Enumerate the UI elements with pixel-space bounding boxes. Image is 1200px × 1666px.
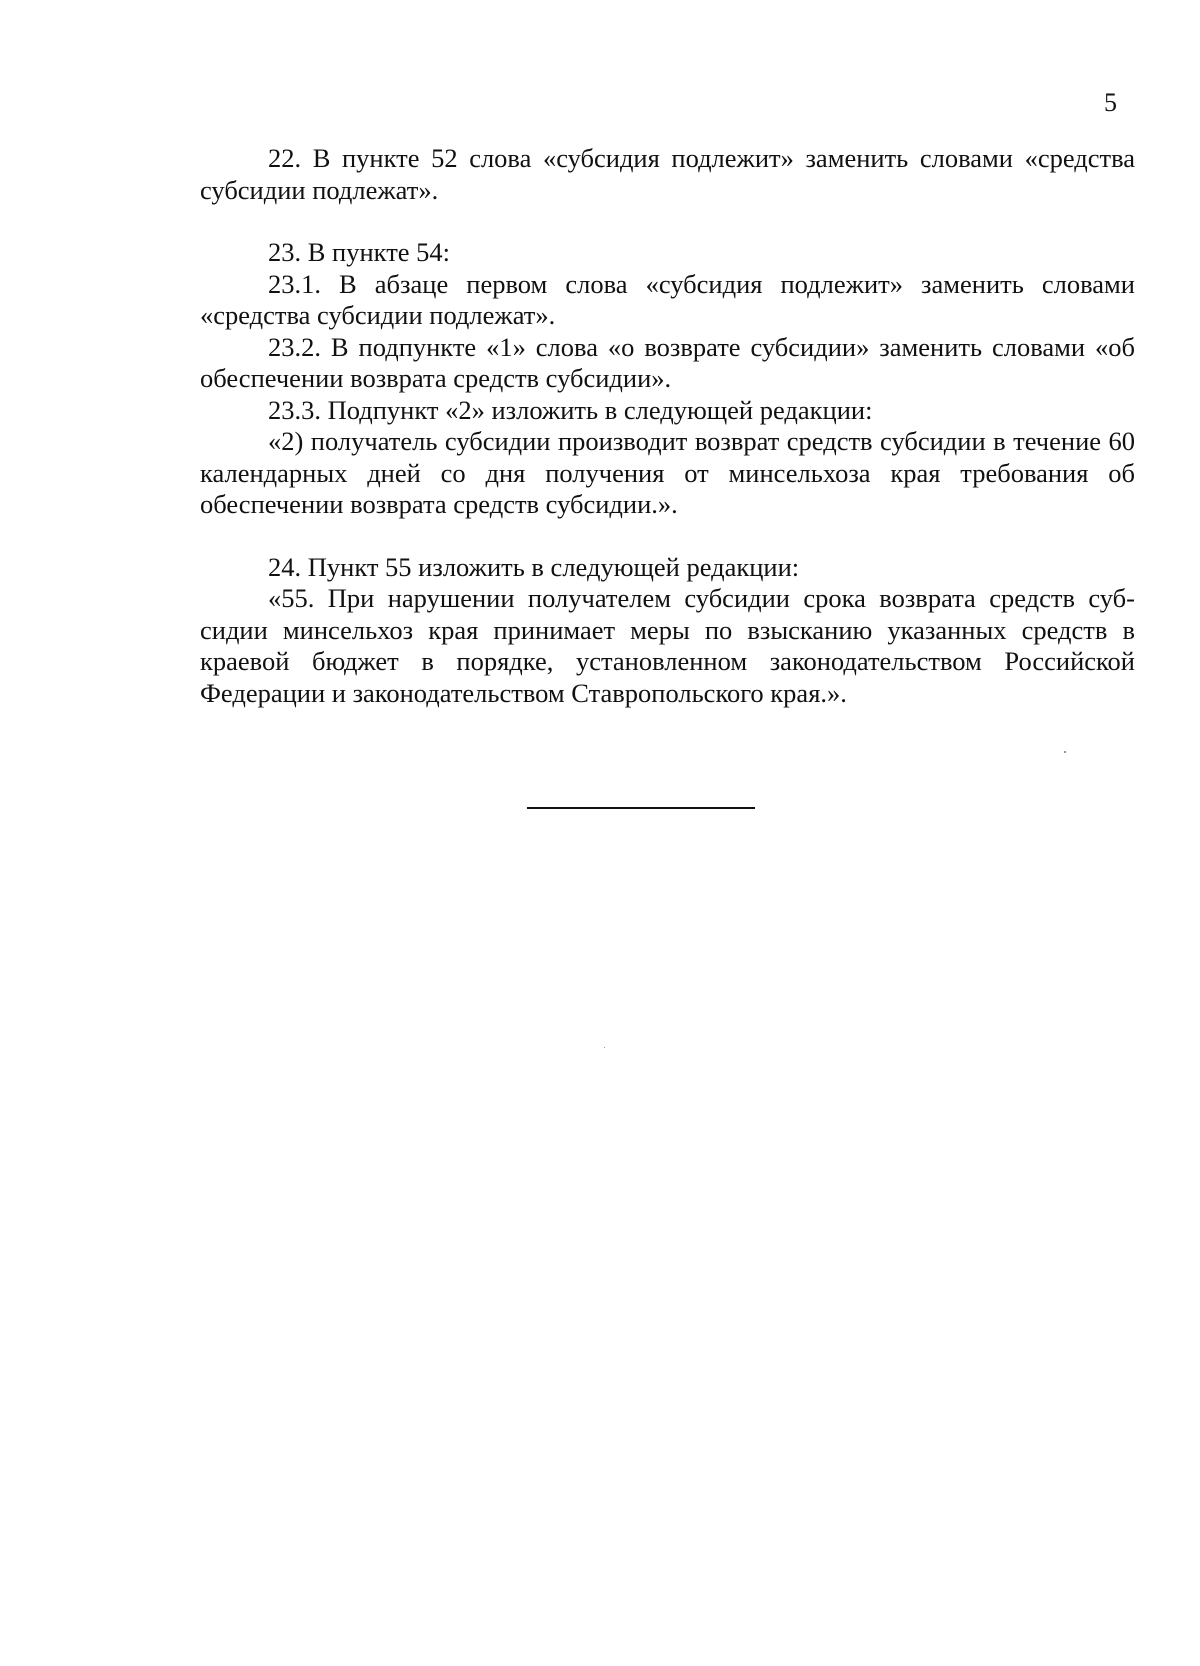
paragraph: 24. Пункт 55 изложить в следующей редакции: — [268, 551, 800, 582]
paragraph: «2) получатель субсидии производит возврат средств субсидии в течение 60 календарных дней со дня получения от минсельхоза края требования об обеспечении возврата средств субсидии.». — [200, 426, 1135, 519]
page-number: 5 — [1104, 88, 1117, 117]
scan-speck — [604, 1047, 605, 1048]
section-gap — [200, 206, 1135, 237]
paragraph: 22. В пункте 52 слова «субсидия подлежит» заменить словами «средства субсидии подлежат». — [200, 143, 1135, 205]
scan-speck — [1064, 751, 1066, 753]
paragraph: 23.1. В абзаце первом слова «субсидия подлежит» заменить словами «средства субсидии подлежат». — [200, 268, 1135, 330]
paragraph: «55. При нарушении получателем субсидии срока возврата средств субсидии минсельхоз края принимает меры по взысканию указанных средств в краевой бюджет в порядке, установленном законодательством Российской Федерации и законодательством Ставропольского края.». — [200, 583, 1135, 708]
section-gap — [200, 521, 1135, 552]
item-22 — [200, 143, 1135, 206]
document-body — [200, 143, 1135, 709]
paragraph: 23.2. В подпункте «1» слова «о возврате субсидии» заменить словами «об обеспечении возврата средств субсидии». — [200, 331, 1135, 393]
paragraph: 23.3. Подпункт «2» изложить в следующей редакции: — [268, 394, 873, 425]
item-24 — [200, 552, 1135, 710]
end-of-document-rule — [527, 807, 755, 809]
item-23 — [200, 237, 1135, 521]
paragraph: 23. В пункте 54: — [268, 237, 451, 267]
